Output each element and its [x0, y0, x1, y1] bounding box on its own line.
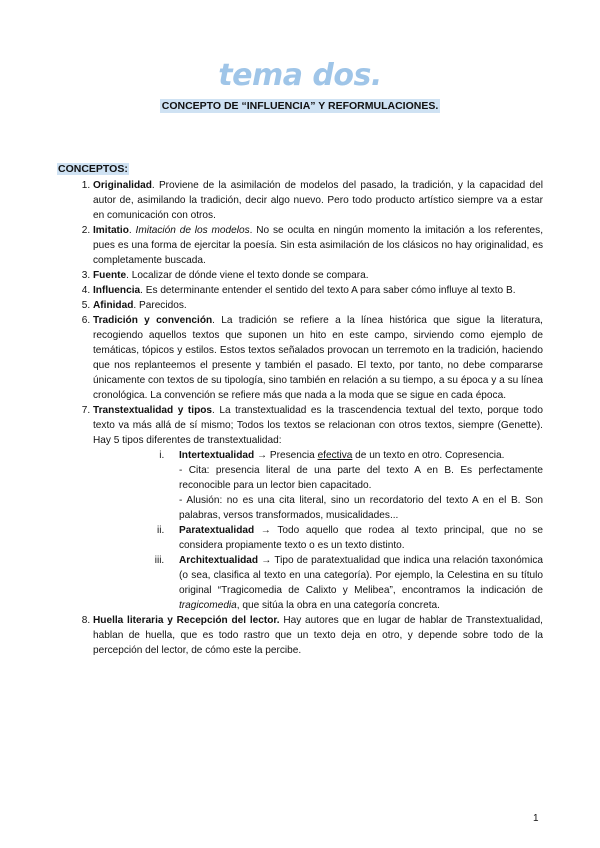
underlined-word: efectiva [317, 450, 353, 461]
sub-item-paratextualidad [167, 523, 543, 553]
concept-list-container [57, 178, 543, 658]
item-text: . Localizar de dónde viene el texto donde se compara. [126, 270, 369, 281]
page-subtitle [0, 100, 600, 112]
note-alusion: - Alusión: no es una cita literal, sino un recordatorio del texto A en el B. Son palabras, versos transformados, musicalidades... [179, 495, 543, 521]
section-heading-text: CONCEPTOS: [58, 163, 128, 175]
item-term: Huella literaria y Recepción del lector. [93, 615, 280, 626]
list-item-afinidad [93, 298, 543, 313]
subtitle-text: CONCEPTO DE “INFLUENCIA” Y REFORMULACIONES. [161, 100, 439, 112]
page-number: 1 [533, 813, 539, 824]
item-term: Transtextualidad y tipos [93, 405, 213, 416]
item-text: . La transtextualidad es la trascendencia textual del texto, porque todo texto va más allá de sí mismo; Todos los textos se relacionan con otros textos, siempre (Genette). Hay 5 tipos diferentes de transtextualidad: [93, 405, 544, 446]
list-item-originalidad [93, 178, 543, 223]
list-item-imitatio: 2. Imitatio. Imitación de los modelos. No se oculta en ningún momento la imitación a los referentes, pues es una forma de ejercitar la poesía. Sin esta asimilación de los clásicos no hay originalidad, es completamente buscada. [93, 223, 543, 268]
sub-item-term: Paratextualidad [179, 525, 255, 536]
item-term: Fuente [93, 270, 127, 281]
item-term: Influencia [93, 285, 141, 296]
item-emphasis: Imitación de los modelos [135, 225, 250, 236]
sub-item-text: de un texto en otro. Copresencia. [352, 450, 505, 461]
item-term: Originalidad [93, 180, 152, 191]
page-title: tema dos. [218, 58, 382, 93]
item-text: . La tradición se refiere a la línea histórica que sigue la literatura, recogiendo aquellos textos que suponen un hito en este campo, sirviendo como ejemplo de temáticas, tópicos y estilos. Estos textos señalados provocan un terremoto en la tradición, haciendo que nos replanteemos el presente y también el pasado. El texto, por tanto, no debe compararse únicamente con textos de su tipología, sino también en relación a su tiempo, a su época y a su línea cronológica. La convención se refiere más que nada a la moda que se sigue en cada época. [93, 315, 543, 401]
section-heading [57, 163, 129, 175]
list-item-huella [93, 613, 543, 658]
sub-item-text: → Tipo de paratextualidad que indica una relación taxonómica (o sea, clasifica al texto en una categoría). Por ejemplo, la Celestina en su título original “Tragicomedia de Calixto y Melibea”, encontramos la indicación de [179, 555, 543, 596]
item-text: . Proviene de la asimilación de modelos del pasado, la tradición, y la capacidad del autor de, asimilando la tradición, decir algo nuevo. Pero todo producto artístico siempre va a estar en comunicación con otros. [93, 180, 543, 221]
sub-item-architextualidad [167, 553, 543, 613]
sub-item-intertextualidad [167, 448, 543, 523]
item-text: . Es determinante entender el sentido del texto A para saber cómo influye al texto B. [140, 285, 516, 296]
concept-list [57, 178, 543, 658]
item-term: Imitatio [93, 225, 129, 236]
sub-item-text: → Presencia [254, 450, 318, 461]
item-term: Afinidad [93, 300, 134, 311]
item-text: Hay autores que en lugar de hablar de Transtextualidad, hablan de huella, que es todo rastro que un texto deja en otro, y depende sobre todo de la percepción del lector, de cómo este la percibe. [93, 615, 543, 656]
sub-item-text: , que sitúa la obra en una categoría concreta. [236, 600, 440, 611]
item-text: . Parecidos. [133, 300, 187, 311]
item-text: . No se oculta en ningún momento la imitación a los referentes, pues es una forma de ejercitar la poesía. Sin esta asimilación de los clásicos no hay originalidad, es completamente buscada. [93, 225, 543, 266]
item-emphasis: tragicomedia [179, 600, 237, 611]
sub-item-term: Architextualidad [179, 555, 259, 566]
sub-item-text: → Todo aquello que rodea al texto principal, que no se considera propiamente texto o es un texto distinto. [179, 525, 543, 551]
list-item-influencia [93, 283, 543, 298]
list-item-transtextualidad [93, 403, 543, 613]
sub-item-term: Intertextualidad [179, 450, 255, 461]
list-item-fuente [93, 268, 543, 283]
transtextuality-types-list [93, 448, 543, 613]
note-cita: - Cita: presencia literal de una parte del texto A en B. Es perfectamente reconocible para un lector bien capacitado. [179, 465, 543, 491]
item-term: Tradición y convención [93, 315, 213, 326]
list-item-tradicion [93, 313, 543, 403]
